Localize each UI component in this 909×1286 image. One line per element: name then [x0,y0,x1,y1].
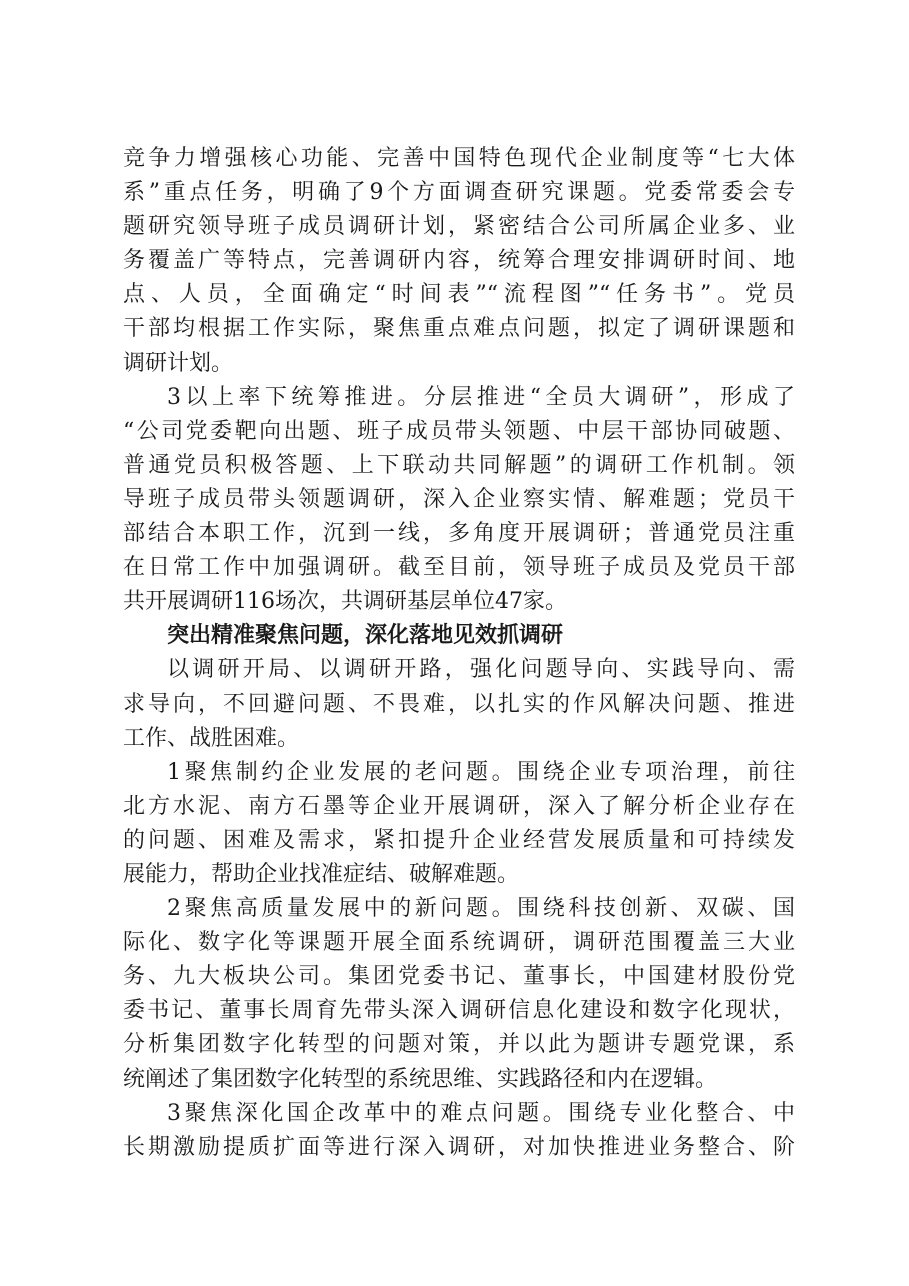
paragraph-line: 求导向，不回避问题、不畏难，以扎实的作风解决问题、推进 [123,691,795,717]
paragraph-line: 3以上率下统筹推进。分层推进“全员大调研”，形成了 [167,384,795,410]
paragraph-line: 题研究领导班子成员调研计划，紧密结合公司所属企业多、业 [123,214,795,240]
paragraph-line: 1聚焦制约企业发展的老问题。围绕企业专项治理，前往 [167,759,795,785]
section-heading: 突出精准聚焦问题，深化落地见效抓调研 [167,623,564,649]
paragraph-line: 长期激励提质扩面等进行深入调研，对加快推进业务整合、阶 [123,1134,795,1160]
paragraph-line: 务、九大板块公司。集团党委书记、董事长，中国建材股份党 [123,964,795,990]
paragraph-line: 部结合本职工作，沉到一线，多角度开展调研；普通党员注重 [123,521,795,547]
paragraph-line: 际化、数字化等课题开展全面系统调研，调研范围覆盖三大业 [123,930,795,956]
paragraph-line: 系”重点任务，明确了9个方面调查研究课题。党委常委会专 [123,180,795,206]
paragraph-line: “公司党委靶向出题、班子成员带头领题、中层干部协同破题、 [123,418,795,444]
paragraph-line: 竞争力增强核心功能、完善中国特色现代企业制度等“七大体 [123,146,795,171]
paragraph-line: 调研计划。 [123,350,234,376]
paragraph-line: 导班子成员带头领题调研，深入企业察实情、解难题；党员干 [123,486,795,512]
paragraph-line: 共开展调研116场次，共调研基层单位47家。 [123,589,567,615]
paragraph-line: 在日常工作中加强调研。截至目前，领导班子成员及党员干部 [123,555,795,581]
paragraph-line: 展能力，帮助企业找准症结、破解难题。 [123,861,520,887]
paragraph-line: 工作、战胜困难。 [123,725,300,751]
body-text [123,142,795,1165]
paragraph-line: 2聚焦高质量发展中的新问题。围绕科技创新、双碳、国 [167,896,795,922]
paragraph-line: 以调研开局、以调研开路，强化问题导向、实践导向、需 [167,657,795,683]
paragraph-line: 北方水泥、南方石墨等企业开展调研，深入了解分析企业存在 [123,793,795,819]
paragraph-line: 的问题、困难及需求，紧扣提升企业经营发展质量和可持续发 [123,827,795,853]
paragraph-line: 普通党员积极答题、上下联动共同解题”的调研工作机制。领 [123,452,795,478]
paragraph-line: 统阐述了集团数字化转型的系统思维、实践路径和内在逻辑。 [123,1066,718,1092]
paragraph-line: 委书记、董事长周育先带头深入调研信息化建设和数字化现状， [123,998,795,1024]
paragraph-line: 分析集团数字化转型的问题对策，并以此为题讲专题党课，系 [123,1032,795,1058]
paragraph-line: 干部均根据工作实际，聚焦重点难点问题，拟定了调研课题和 [123,316,795,342]
paragraph-line: 务覆盖广等特点，完善调研内容，统筹合理安排调研时间、地 [123,248,795,274]
paragraph-line: 点、人员，全面确定“时间表”“流程图”“任务书”。党员 [123,282,795,308]
paragraph-line: 3聚焦深化国企改革中的难点问题。围绕专业化整合、中 [167,1100,795,1126]
